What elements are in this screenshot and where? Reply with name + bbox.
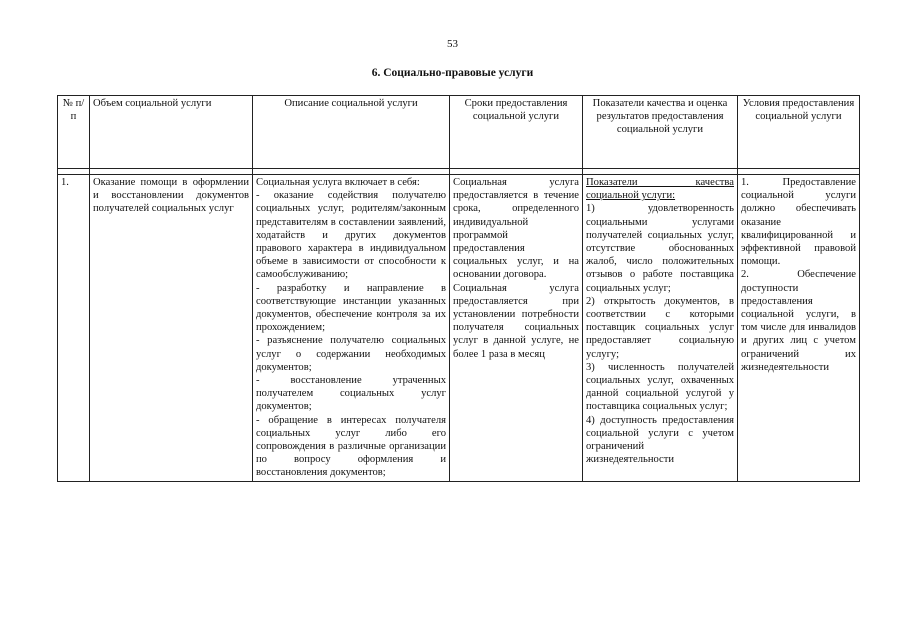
header-description: Описание социальной услуги	[253, 96, 450, 169]
quality-paragraph: 2) открытость документов, в соответствии с которыми поставщик социальных услуг предоставляет социальную услугу;	[586, 295, 734, 360]
description-paragraph: Социальная услуга включает в себя:	[256, 177, 420, 188]
quality-paragraph: 3) численность получателей социальных услуг, охваченных данной социальной услугой у поставщика социальных услуг;	[586, 361, 734, 413]
table-header-row	[58, 96, 860, 169]
terms-paragraph: Социальная услуга предоставляется в течение срока, определенного индивидуальной программой предоставления социальных услуг, и на основании договора.	[453, 177, 579, 281]
header-quality: Показатели качества и оценка результатов предоставления социальной услуги	[583, 96, 738, 169]
conditions-paragraph: 1. Предоставление социальной услуги должно обеспечивать оказание квалифицированной и эффективной правовой помощи.	[741, 177, 856, 268]
conditions-paragraph: 2. Обеспечение доступности предоставления социальной услуги, в том числе для инвалидов и других лиц с учетом ограничений их жизнедеятельности	[741, 269, 856, 373]
cell-quality	[583, 175, 738, 482]
cell-terms	[450, 175, 583, 482]
description-paragraph: - разработку и направление в соответствующие инстанции указанных документов, обеспечение контроля за их прохождением;	[256, 282, 446, 334]
section-title: 6. Социально-правовые услуги	[371, 67, 534, 79]
description-paragraph: - восстановление утраченных получателем социальных услуг документов;	[256, 375, 446, 413]
terms-paragraph: Социальная услуга предоставляется при установлении потребности получателя социальных услуг в данной услуге, не более 1 раза в месяц	[453, 282, 579, 360]
services-table	[57, 95, 860, 482]
cell-volume: Оказание помощи в оформлении и восстановлении документов получателей социальных услуг	[90, 175, 253, 482]
quality-paragraph: 4) доступность предоставления социальной услуги с учетом ограничений жизнедеятельности	[586, 414, 734, 466]
description-paragraph: - обращение в интересах получателя социальных услуг либо его сопровождения в различные организации по вопросу оформления и восстановления документов;	[256, 414, 446, 479]
page-number: 53	[447, 38, 458, 50]
description-paragraph: - разъяснение получателю социальных услуг о содержании необходимых документов;	[256, 335, 446, 373]
description-paragraph: - оказание содействия получателю социальных услуг, родителям/законным представителям в составлении заявлений, ходатайств и других документов правового характера в индивидуальном объеме в зависимости от способности к самообслуживанию;	[256, 190, 446, 281]
header-conditions: Условия предоставления социальной услуги	[738, 96, 860, 169]
header-volume: Объем социальной услуги	[90, 96, 253, 169]
cell-number: 1.	[58, 175, 90, 482]
cell-conditions	[738, 175, 860, 482]
table-row	[58, 175, 860, 482]
header-number: № п/п	[58, 96, 90, 169]
quality-heading: Показатели качества социальной услуги:	[586, 177, 734, 202]
cell-description	[253, 175, 450, 482]
header-terms: Сроки предоставления социальной услуги	[450, 96, 583, 169]
quality-paragraph: 1) удовлетворенность социальными услугами получателей социальных услуг, отсутствие обоснованных жалоб, число положительных отзывов о работе поставщика социальных услуг;	[586, 203, 734, 294]
